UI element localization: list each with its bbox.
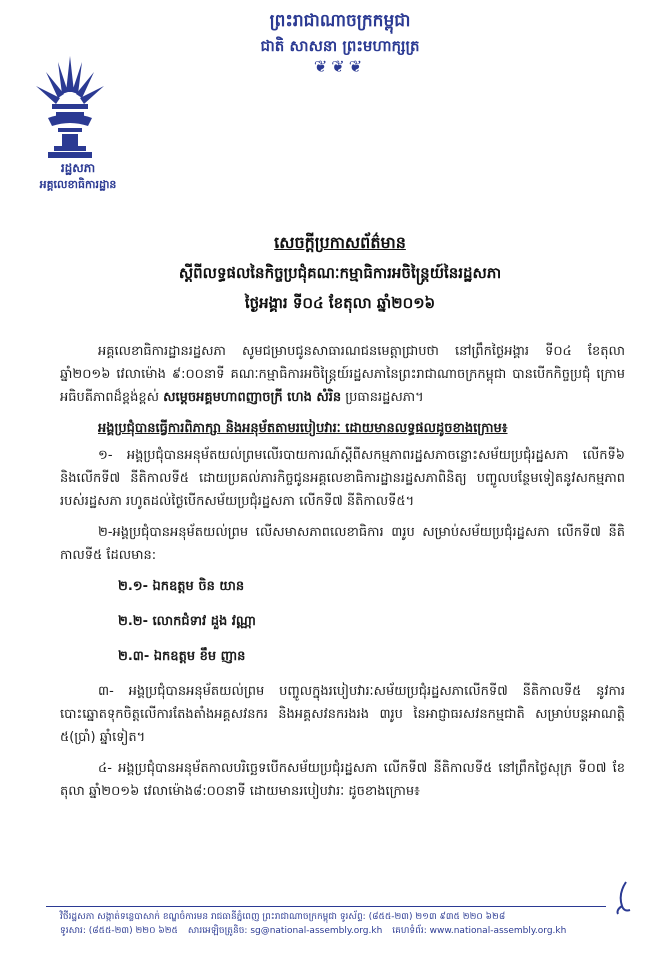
footer-contact (60, 910, 600, 938)
national-assembly-emblem-icon (28, 52, 112, 162)
kingdom-header (190, 8, 490, 76)
institution-line2: អគ្គលេខាធិការដ្ឋាន (39, 178, 117, 191)
intro-paragraph (60, 340, 625, 409)
document-body (60, 340, 625, 811)
national-motto: ជាតិ សាសនា ព្រះមហាក្សត្រ (260, 37, 420, 55)
document-title (60, 228, 620, 318)
item-1: ១- អង្គប្រជុំបានអនុម័តយល់ព្រមលើរបាយការណ៍ស្តីពីសកម្មភាពរដ្ឋសភាចន្លោះសម័យប្រជុំរដ្ឋសភា លើកទី៦ និងលើកទី៧ នីតិកាលទី៥ ដោយប្រគល់ភារកិច្ចជូនអគ្គលេខាធិការដ្ឋានរដ្ឋសភាពិនិត្យ បញ្ចូលបន្ថែមទៀតនូវសកម្មភាពរបស់រដ្ឋសភា រហូតដល់ថ្ងៃបើកសម័យប្រជុំរដ្ឋសភា លើកទី៧ នីតិកាលទី៥។ (60, 448, 625, 509)
footer-email: សារអេឡិចត្រូនិច: sg@national-assembly.org.kh (187, 926, 383, 936)
institution-line1: រដ្ឋសភា (60, 161, 96, 175)
item-2-1: ២.១- ឯកឧត្តម ចិន យាន (118, 579, 245, 594)
intro-president-name: សម្តេចអគ្គមហាពញាចក្រី ហេង សំរិន (163, 390, 342, 405)
title-press-release: សេចក្តីប្រកាសព័ត៌មាន (274, 233, 406, 252)
intro-end: ប្រធានរដ្ឋសភា។ (345, 390, 424, 405)
footer-fax: ទូរសារ: (៨៥៥-២៣) ២២០ ៦២៥ (60, 926, 178, 936)
footer-address: វិថីរដ្ឋសភា សង្កាត់ទន្លេបាសាក់ ខណ្ឌចំការមន រាជធានីភ្នំពេញ ព្រះរាជាណាចក្រកម្ពុជា ទូរស័ព្ទ: (៨៥៥-២៣) ២១៣ ៩៣៥ ២២០ ៦២៨ (60, 912, 506, 922)
item-2-2: ២.២- លោកជំទាវ ដួង វណ្ណា (118, 614, 256, 629)
title-subject: ស្តីពីលទ្ធផលនៃកិច្ចប្រជុំគណៈកម្មាធិការអចិន្ត្រៃយ៍នៃរដ្ឋសភា (178, 264, 502, 282)
kingdom-name: ព្រះរាជាណាចក្រកម្ពុជា (269, 11, 411, 31)
item-4: ៤- អង្គប្រជុំបានអនុម័តកាលបរិច្ឆេទបើកសម័យប្រជុំរដ្ឋសភា លើកទី៧ នីតិកាលទី៥ នៅព្រឹកថ្ងៃសុក្រ ទី០៧ ខែតុលា ឆ្នាំ២០១៦ វេលាម៉ោង៨:០០នាទី ដោយមានរបៀបវារៈ ដូចខាងក្រោម៖ (60, 761, 625, 799)
footer-divider (46, 906, 606, 907)
intro-text: អគ្គលេខាធិការដ្ឋានរដ្ឋសភា សូមជម្រាបជូនសាធារណជនមេត្តាជ្រាបថា នៅព្រឹកថ្ងៃអង្គារ ទី០៤ ខែតុលា ឆ្នាំ២០១៦ វេលាម៉ោង ៩:០០នាទី គណៈកម្មាធិការអចិន្ត្រៃយ៍រដ្ឋសភានៃព្រះរាជាណាចក្រកម្ពុជា បានបើកកិច្ចប្រជុំ ក្រោមអធិបតីភាពដ៏ខ្ពង់ខ្ពស់ (60, 344, 625, 405)
item-2: ២-អង្គប្រជុំបានអនុម័តយល់ព្រម លើសមាសភាពលេខាធិការ ៣រូប សម្រាប់សម័យប្រជុំរដ្ឋសភា លើកទី៧ នីតិកាលទី៥ ដែលមាន: (60, 525, 625, 563)
item-2-3: ២.៣- ឯកឧត្តម ខឹម ញាន (118, 649, 246, 664)
ornament-divider: ❦❦❦ (313, 57, 367, 76)
institution-name (22, 160, 134, 193)
footer-website: គេហទំព័រ: www.national-assembly.org.kh (392, 926, 567, 936)
agenda-heading: អង្គប្រជុំបានធ្វើការពិភាក្សា និងអនុម័តតាមរបៀបវារៈ ដោយមានលទ្ធផលដូចខាងក្រោម៖ (98, 421, 508, 436)
signature-mark-icon (612, 880, 636, 916)
item-3: ៣- អង្គប្រជុំបានអនុម័តយល់ព្រម បញ្ចូលក្នុងរបៀបវារៈសម័យប្រជុំរដ្ឋសភាលើកទី៧ នីតិកាលទី៥ នូវការបោះឆ្នោតទុកចិត្តលើការតែងតាំងអគ្គសវនករ និងអគ្គសវនករងរង ៣រូប នៃអាជ្ញាធរសវនកម្មជាតិ សម្រាប់បន្តអាណត្តិ ៥(ប្រាំ) ឆ្នាំទៀត។ (60, 684, 625, 745)
title-date: ថ្ងៃអង្គារ ទី០៤ ខែតុលា ឆ្នាំ២០១៦ (244, 294, 436, 312)
